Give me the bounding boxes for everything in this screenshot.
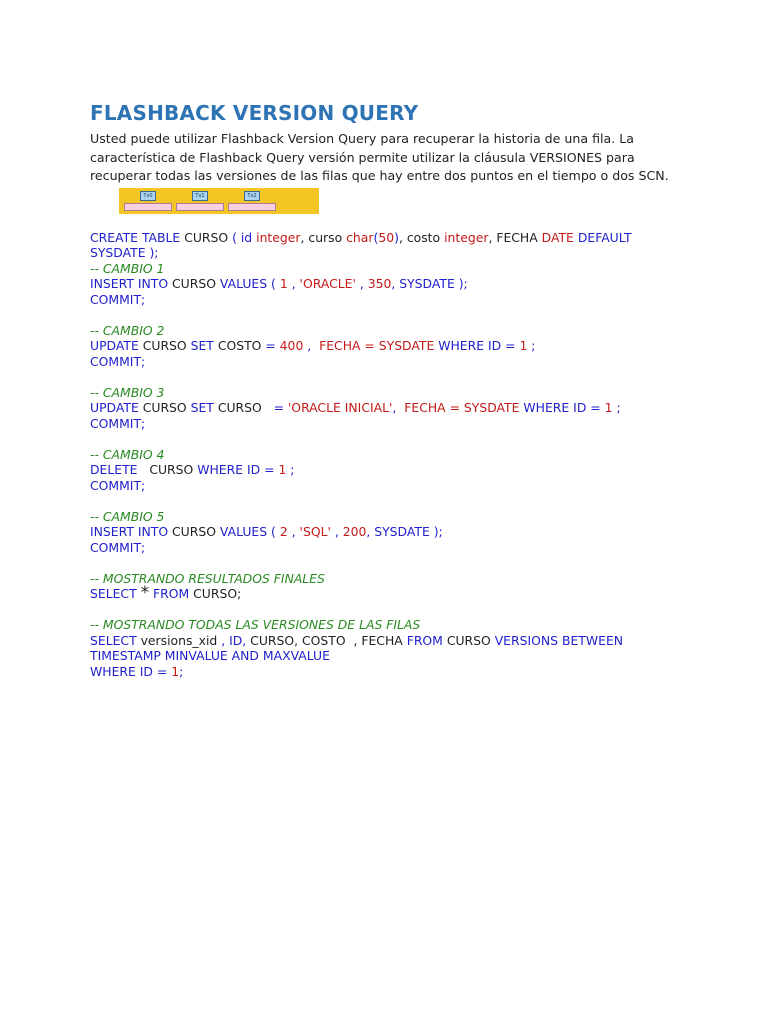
- code-token: 1: [279, 276, 288, 291]
- code-token: -- CAMBIO 5: [90, 508, 165, 524]
- code-token: 200: [342, 524, 367, 539]
- code-token: *: [140, 583, 150, 603]
- code-token: 1: [278, 462, 287, 477]
- version-bar: [124, 203, 172, 211]
- code-token: -- CAMBIO 1: [90, 260, 165, 276]
- code-token: ,: [330, 524, 343, 539]
- code-token: 'ORACLE INICIAL': [287, 400, 393, 415]
- code-token: COMMIT;: [90, 291, 146, 307]
- code-token: CURSO: [149, 462, 198, 477]
- code-token: -- CAMBIO 2: [90, 322, 165, 338]
- code-token: CURSO: [184, 229, 233, 245]
- code-line: [90, 276, 690, 292]
- code-token: -- CAMBIO 4: [90, 446, 165, 462]
- code-token: CURSO, COSTO , FECHA: [250, 632, 407, 648]
- code-token: CURSO: [142, 338, 191, 353]
- code-token: -- CAMBIO 3: [90, 384, 165, 400]
- version-bar: [228, 203, 276, 211]
- code-token: COMMIT;: [90, 353, 146, 369]
- code-token: ;: [286, 462, 295, 477]
- code-token: DEFAULT: [577, 229, 632, 245]
- code-token: UPDATE: [90, 338, 143, 353]
- code-line: [90, 245, 690, 261]
- code-token: 1: [519, 338, 528, 353]
- code-line: [90, 664, 690, 680]
- code-token: DATE: [541, 229, 578, 245]
- document-page: [90, 100, 690, 679]
- code-token: (: [373, 229, 379, 245]
- code-line: [90, 617, 690, 633]
- code-token: FECHA = SYSDATE: [319, 338, 439, 353]
- code-token: DELETE: [90, 462, 150, 477]
- version-label: Tx1: [192, 191, 208, 201]
- code-token: , SYSDATE );: [366, 524, 443, 539]
- code-blank-line: [90, 307, 690, 323]
- code-token: VALUES (: [219, 524, 280, 539]
- code-token: CREATE TABLE: [90, 229, 185, 245]
- code-line: [90, 323, 690, 339]
- code-line: [90, 571, 690, 587]
- version-label: Tx2: [244, 191, 260, 201]
- code-token: CURSO: [217, 400, 274, 415]
- code-line: [90, 400, 690, 416]
- code-token: SET: [190, 338, 218, 353]
- code-token: 1: [604, 400, 613, 415]
- code-token: ): [394, 229, 399, 245]
- code-line: [90, 524, 690, 540]
- code-token: , costo: [398, 229, 445, 245]
- page-title: FLASHBACK VERSION QUERY: [90, 101, 419, 125]
- code-blank-line: [90, 431, 690, 447]
- code-line: [90, 230, 690, 246]
- intro-line: característica de Flashback Query versión permite utilizar la cláusula VERSIONES para: [90, 149, 635, 165]
- code-token: 2: [279, 524, 288, 539]
- version-cell: [228, 191, 276, 211]
- code-token: ( id: [232, 229, 257, 245]
- code-line: [90, 540, 690, 556]
- code-token: CURSO: [172, 524, 220, 539]
- version-label: Tx0: [140, 191, 156, 201]
- code-token: VERSIONS BETWEEN: [494, 632, 624, 648]
- code-token: CURSO;: [193, 586, 242, 601]
- code-token: ,: [287, 524, 300, 539]
- code-token: versions_xid: [140, 632, 222, 648]
- code-token: ;: [612, 400, 621, 415]
- code-token: WHERE ID =: [438, 338, 520, 353]
- version-cell: [176, 191, 224, 211]
- code-token: 50: [378, 229, 395, 245]
- code-token: 'ORACLE': [299, 276, 356, 291]
- code-token: INSERT INTO: [90, 524, 173, 539]
- code-token: =: [265, 338, 280, 353]
- code-token: INSERT INTO: [90, 276, 173, 291]
- code-token: TIMESTAMP MINVALUE AND MAXVALUE: [90, 648, 330, 663]
- code-blank-line: [90, 369, 690, 385]
- code-token: ;: [527, 338, 536, 353]
- code-token: CURSO: [142, 400, 191, 415]
- code-token: , ID,: [221, 632, 251, 648]
- code-token: integer: [256, 229, 301, 245]
- code-line: [90, 583, 690, 603]
- code-line: [90, 447, 690, 463]
- code-token: COMMIT;: [90, 415, 146, 431]
- code-token: 350: [367, 276, 392, 291]
- code-token: COMMIT;: [90, 477, 146, 493]
- code-blank-line: [90, 555, 690, 571]
- code-token: 'SQL': [299, 524, 331, 539]
- code-token: ,: [392, 400, 405, 415]
- code-token: 1: [171, 663, 180, 679]
- code-token: 400: [279, 338, 304, 353]
- versions-diagram: [119, 188, 319, 214]
- code-token: COMMIT;: [90, 539, 146, 555]
- code-token: UPDATE: [90, 400, 143, 415]
- sql-code-block: [90, 230, 690, 680]
- code-blank-line: [90, 493, 690, 509]
- code-token: COSTO: [217, 338, 266, 353]
- version-bar: [176, 203, 224, 211]
- code-token: integer: [444, 229, 489, 245]
- code-token: ,: [303, 338, 320, 353]
- code-token: SYSDATE );: [90, 245, 159, 260]
- code-line: [90, 354, 690, 370]
- code-line: [90, 509, 690, 525]
- version-cell: [124, 191, 172, 211]
- code-token: -- MOSTRANDO TODAS LAS VERSIONES DE LAS FILAS: [90, 617, 421, 632]
- code-token: SET: [190, 400, 218, 415]
- code-token: FROM: [149, 586, 194, 601]
- code-token: FROM: [406, 632, 447, 648]
- code-token: WHERE ID =: [523, 400, 605, 415]
- code-token: -- MOSTRANDO RESULTADOS FINALES: [90, 570, 325, 586]
- code-token: VALUES (: [219, 276, 280, 291]
- intro-paragraph: [90, 130, 690, 186]
- code-token: , SYSDATE );: [391, 276, 468, 291]
- code-token: ,: [287, 276, 300, 291]
- code-token: ;: [179, 663, 184, 679]
- code-token: WHERE ID =: [197, 462, 279, 477]
- code-token: WHERE ID =: [90, 663, 172, 679]
- code-line: [90, 633, 690, 649]
- code-line: [90, 462, 690, 478]
- code-blank-line: [90, 602, 690, 618]
- code-line: [90, 416, 690, 432]
- code-token: FECHA = SYSDATE: [404, 400, 524, 415]
- code-token: , FECHA: [488, 229, 542, 245]
- code-token: , curso: [300, 229, 347, 245]
- code-line: [90, 385, 690, 401]
- code-token: char: [346, 229, 374, 245]
- intro-line: recuperar todas las versiones de las filas que hay entre dos puntos en el tiempo o dos SCN.: [90, 168, 669, 183]
- code-token: CURSO: [172, 276, 220, 291]
- code-line: [90, 292, 690, 308]
- code-line: [90, 261, 690, 277]
- code-token: =: [273, 400, 288, 415]
- code-token: CURSO: [446, 632, 495, 648]
- code-token: ,: [355, 276, 368, 291]
- code-line: [90, 478, 690, 494]
- code-line: [90, 338, 690, 354]
- code-token: SELECT: [90, 586, 141, 601]
- intro-line: Usted puede utilizar Flashback Version Query para recuperar la historia de una fila. La: [90, 131, 634, 146]
- code-token: SELECT: [90, 632, 141, 648]
- code-line: [90, 648, 690, 664]
